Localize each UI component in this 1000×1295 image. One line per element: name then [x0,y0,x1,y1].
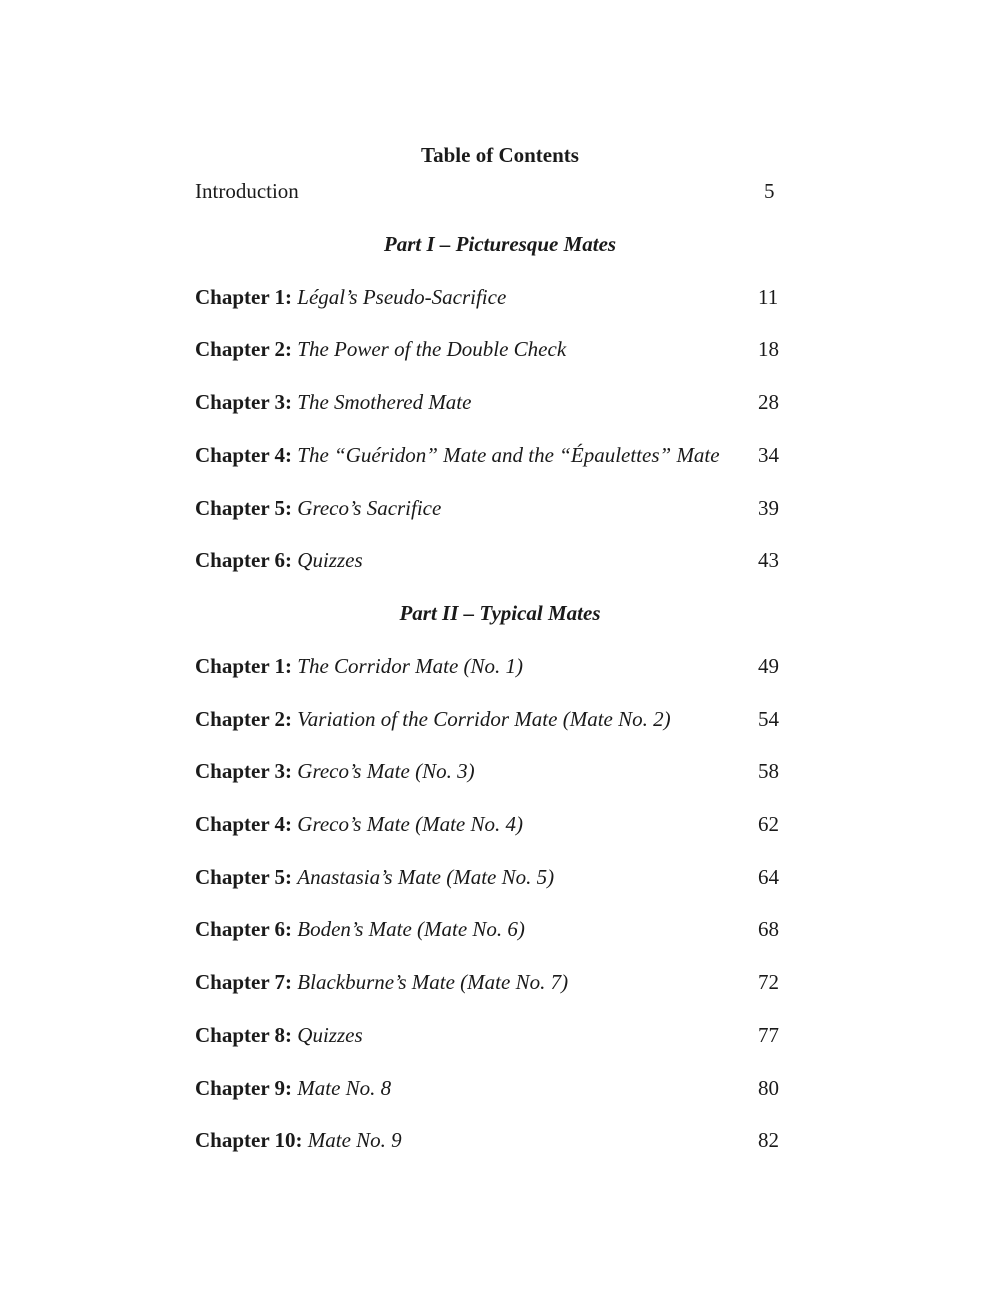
entry-label [195,1126,402,1154]
entry-label [195,705,671,733]
entry-page-number: 39 [758,496,779,520]
entry-label [195,494,441,522]
entry-label [195,1074,391,1102]
toc-entry[interactable] [195,810,815,838]
toc-title: Table of Contents [421,143,579,167]
chapter-title: Mate No. 8 [297,1076,392,1100]
entry-page-number: 28 [758,390,779,414]
entry-page-number: 82 [758,1128,779,1152]
entry-label [195,388,471,416]
chapter-title: Quizzes [297,548,363,572]
chapter-title: Blackburne’s Mate (Mate No. 7) [297,970,569,994]
chapter-number: Chapter 6: [195,548,293,572]
entry-page-number: 49 [758,654,779,678]
chapter-number: Chapter 3: [195,390,293,414]
chapter-title: Variation of the Corridor Mate (Mate No. 2) [297,707,671,731]
entry-page-number: 68 [758,917,779,941]
entry-page-number: 64 [758,865,779,889]
toc-entry[interactable] [195,494,815,522]
toc-entry[interactable] [195,1021,815,1049]
entry-page-number: 77 [758,1023,779,1047]
entry-label [195,441,720,469]
entry-page-number: 34 [758,443,779,467]
chapter-number: Chapter 7: [195,970,293,994]
chapter-title: Greco’s Mate (No. 3) [297,759,475,783]
toc-entry[interactable] [195,1074,815,1102]
toc-entry[interactable] [195,441,815,469]
chapter-title: Mate No. 9 [307,1128,402,1152]
chapter-title: The Smothered Mate [297,390,472,414]
entry-page-number: 11 [758,285,779,309]
entry-page-number: 58 [758,759,779,783]
entry-label [195,757,475,785]
chapter-number: Chapter 4: [195,443,293,467]
toc-entry[interactable] [195,1126,815,1154]
entry-page-number: 43 [758,548,779,572]
entry-label [195,652,523,680]
chapter-number: Chapter 5: [195,865,293,889]
entry-page-number: 72 [758,970,779,994]
chapter-number: Chapter 5: [195,496,293,520]
toc-entry[interactable] [195,863,815,891]
chapter-number: Chapter 6: [195,917,293,941]
chapter-number: Chapter 1: [195,285,293,309]
entry-page-number: 62 [758,812,779,836]
entry-page-number: 54 [758,707,779,731]
entry-label [195,546,363,574]
entry-label [195,863,554,891]
chapter-number: Chapter 9: [195,1076,293,1100]
toc-entry[interactable] [195,915,815,943]
entry-label [195,1021,363,1049]
toc-entry[interactable] [195,335,815,363]
chapter-number: Chapter 1: [195,654,293,678]
entry-label [195,968,568,996]
entry-page-number: 18 [758,337,779,361]
entry-label: Introduction [195,179,299,203]
chapter-number: Chapter 8: [195,1023,293,1047]
chapter-title: The Power of the Double Check [297,337,567,361]
part-heading-2: Part II – Typical Mates [399,601,601,625]
chapter-title: The “Guéridon” Mate and the “Épaulettes” Mate [297,443,720,467]
chapter-number: Chapter 2: [195,707,293,731]
chapter-title: Greco’s Sacrifice [297,496,442,520]
toc-entry[interactable] [195,968,815,996]
toc-entry[interactable] [195,388,815,416]
chapter-title: Greco’s Mate (Mate No. 4) [297,812,523,836]
chapter-title: Quizzes [297,1023,363,1047]
chapter-number: Chapter 10: [195,1128,303,1152]
chapter-number: Chapter 3: [195,759,293,783]
toc-entry[interactable] [195,705,815,733]
entry-label [195,915,525,943]
chapter-title: Anastasia’s Mate (Mate No. 5) [297,865,555,889]
toc-entry[interactable] [195,652,815,680]
chapter-title: The Corridor Mate (No. 1) [297,654,524,678]
chapter-title: Boden’s Mate (Mate No. 6) [297,917,525,941]
part-heading-1: Part I – Picturesque Mates [383,232,617,256]
entry-page-number: 5 [764,179,775,203]
entry-label [195,283,506,311]
entry-page-number: 80 [758,1076,779,1100]
toc-entry[interactable] [195,546,815,574]
toc-entry[interactable] [195,757,815,785]
entry-label [195,335,566,363]
entry-label [195,810,523,838]
toc-entry-introduction[interactable] [195,177,815,205]
toc-entry[interactable] [195,283,815,311]
chapter-title: Légal’s Pseudo-Sacrifice [297,285,507,309]
chapter-number: Chapter 4: [195,812,293,836]
chapter-number: Chapter 2: [195,337,293,361]
